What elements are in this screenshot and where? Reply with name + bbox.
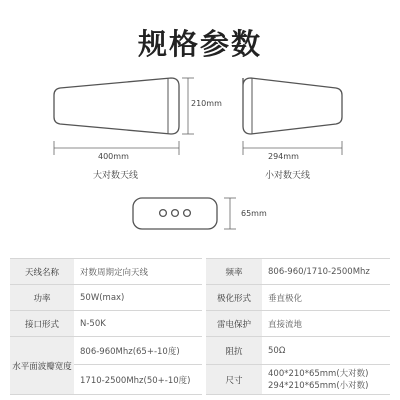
end-view-outline (133, 198, 217, 229)
table-row (10, 311, 390, 337)
spec-label: 阻抗 (206, 337, 262, 365)
spec-value: 1710-2500Mhz(50+-10度) (74, 365, 202, 395)
page-title: 规格参数 (137, 27, 262, 61)
table-row (10, 285, 390, 311)
end-view-depth-dimension (224, 198, 236, 229)
spec-value: 400*210*65mm(大对数) (268, 368, 369, 379)
small-antenna-caption: 小对数天线 (265, 171, 311, 181)
spec-value: 50Ω (262, 337, 390, 365)
spec-value: 直接流地 (262, 311, 390, 337)
spec-value: N-50K (74, 311, 202, 337)
spec-value: 50W(max) (74, 285, 202, 311)
large-antenna-outline (54, 78, 179, 134)
large-antenna-height-label: 210mm (191, 99, 222, 108)
table-row (10, 337, 390, 365)
spec-label: 天线名称 (10, 259, 74, 285)
spec-value: 294*210*65mm(小对数) (268, 380, 369, 391)
connector-port-icon (160, 210, 167, 217)
spec-label: 水平面波瓣宽度 (10, 337, 74, 395)
large-antenna-width-label: 400mm (98, 152, 129, 161)
connector-port-icon (184, 210, 191, 217)
table-row (10, 259, 390, 285)
spec-value-dimensions (262, 365, 390, 395)
spec-label: 接口形式 (10, 311, 74, 337)
spec-value: 806-960Mhz(65+-10度) (74, 337, 202, 365)
spec-value: 对数周期定向天线 (74, 259, 202, 285)
small-antenna-outline (243, 78, 342, 134)
spec-label: 雷电保护 (206, 311, 262, 337)
spec-table (10, 258, 390, 395)
spec-label: 极化形式 (206, 285, 262, 311)
connector-port-icon (172, 210, 179, 217)
spec-label: 功率 (10, 285, 74, 311)
spec-value: 垂直极化 (262, 285, 390, 311)
small-antenna-width-label: 294mm (268, 152, 299, 161)
spec-label: 尺寸 (206, 365, 262, 395)
end-view-depth-label: 65mm (241, 209, 267, 218)
large-antenna-caption: 大对数天线 (93, 171, 139, 181)
spec-value: 806-960/1710-2500Mhz (262, 259, 390, 285)
spec-label: 频率 (206, 259, 262, 285)
